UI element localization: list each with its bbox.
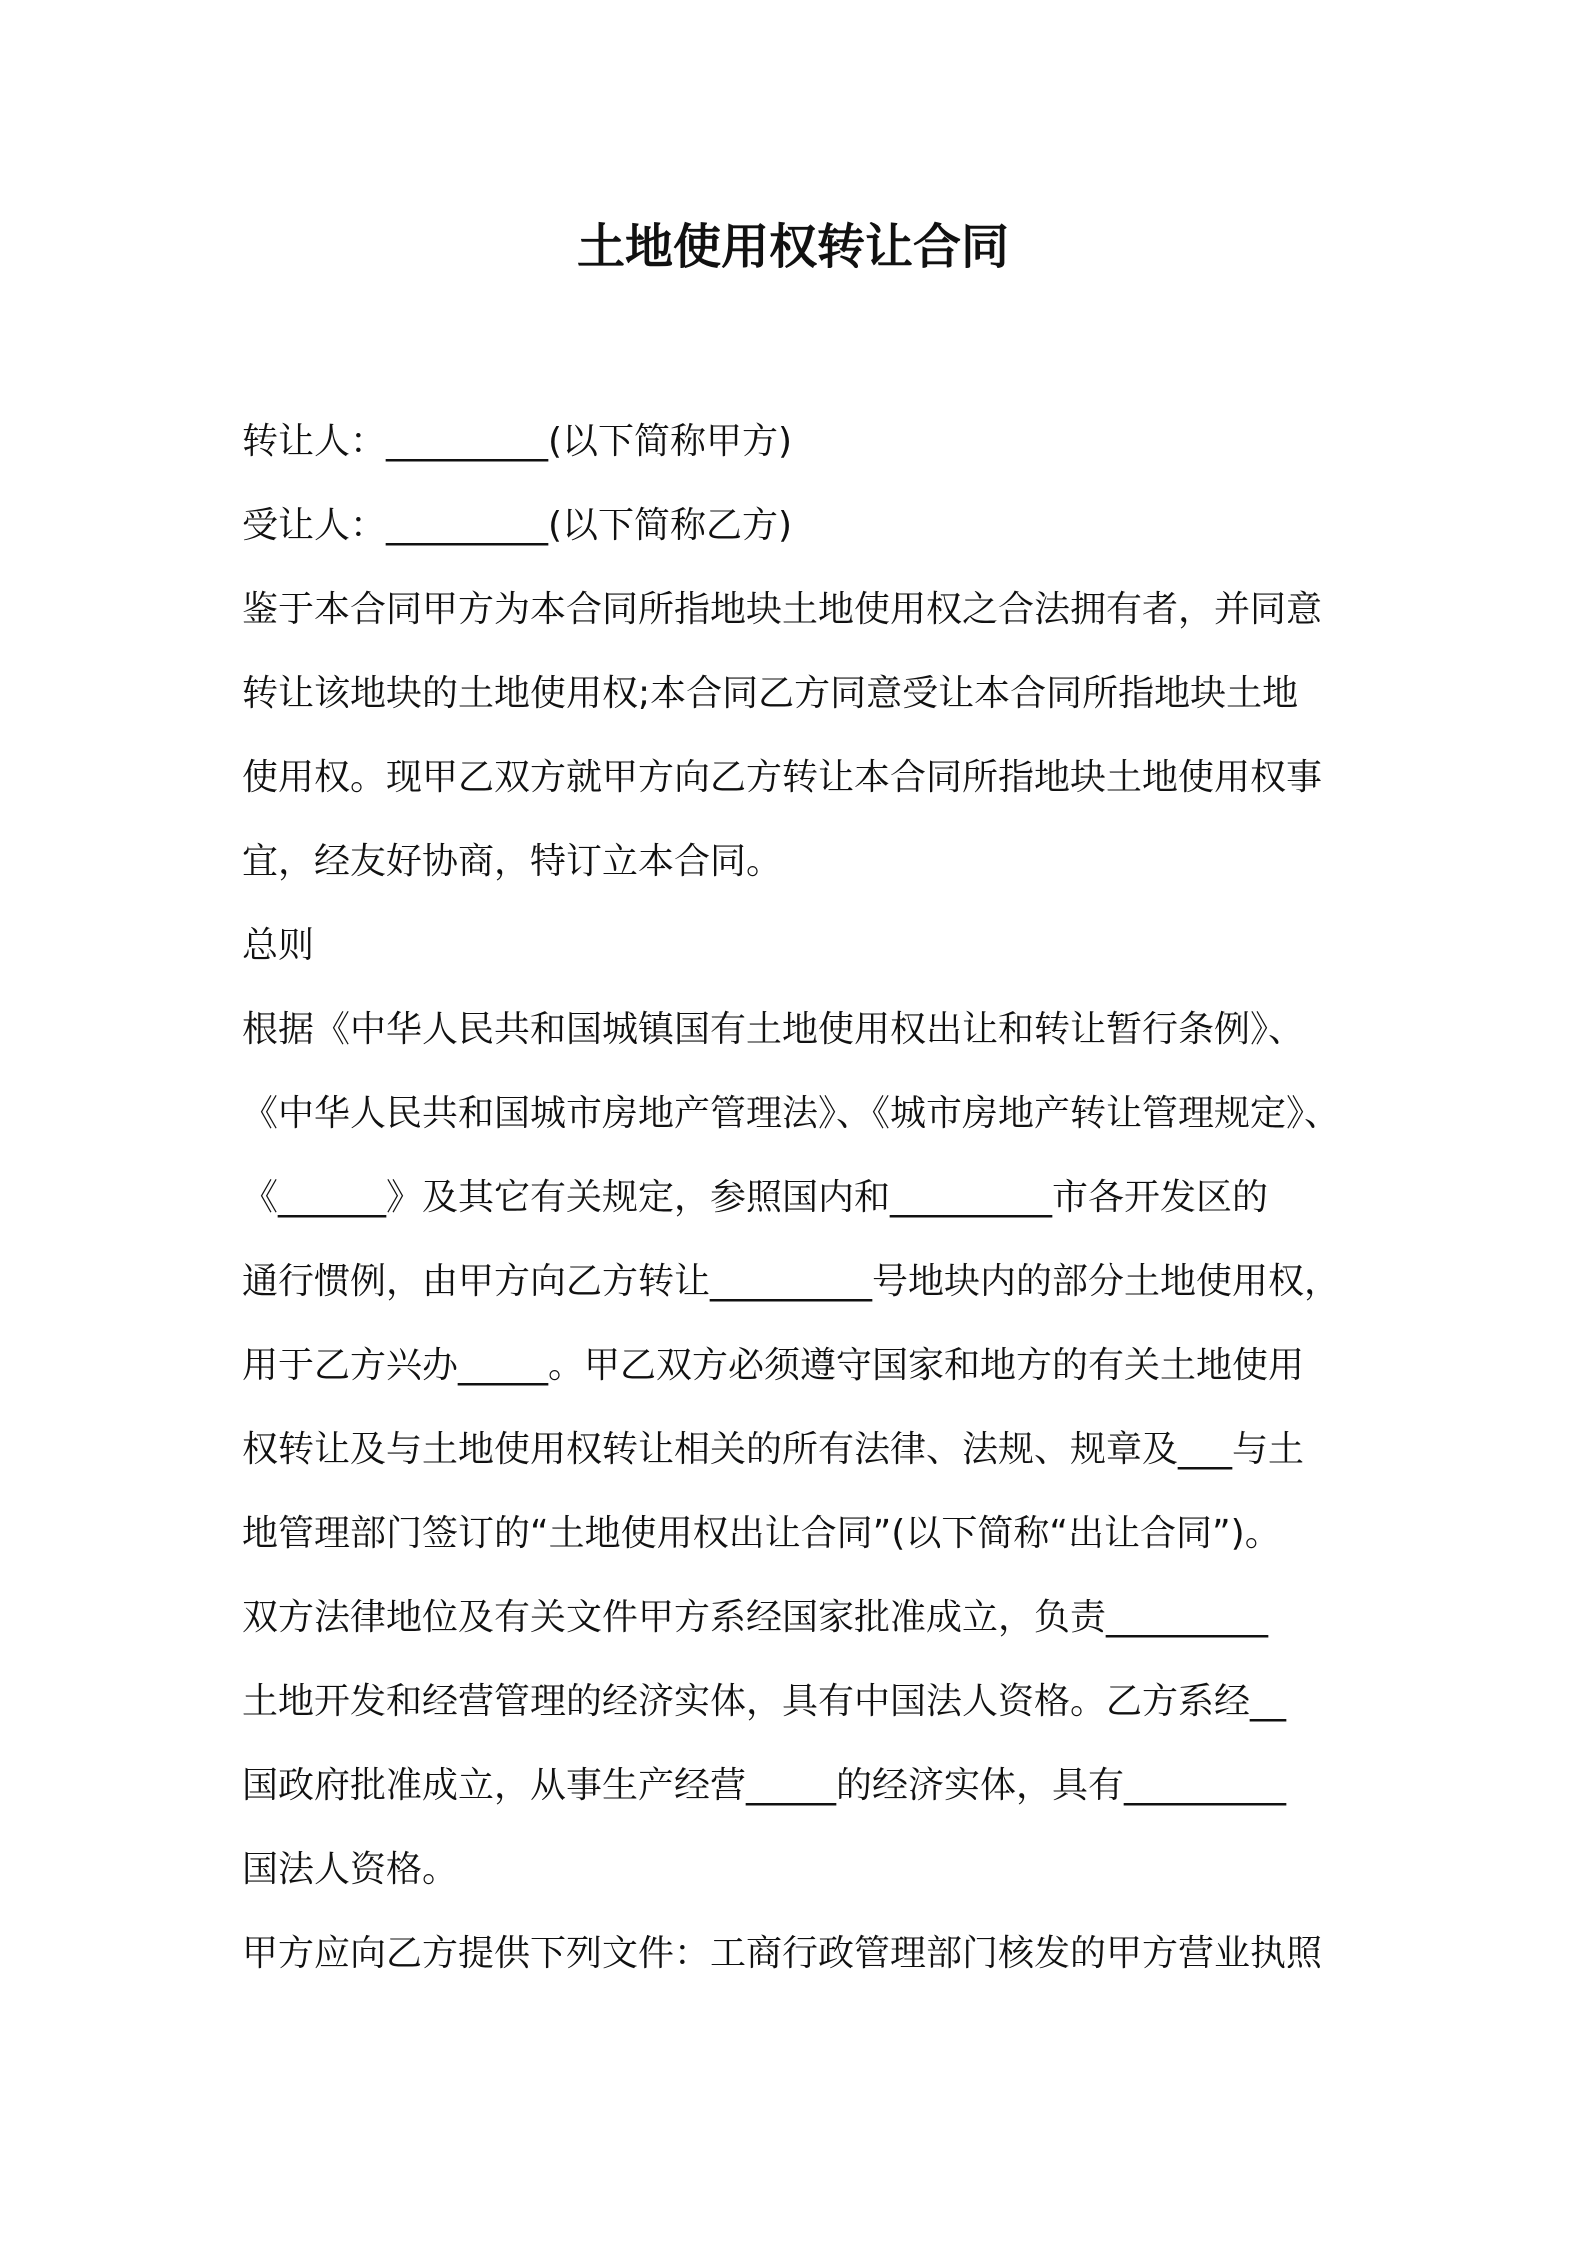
general-line-5: 用于乙方兴办_____。甲乙双方必须遵守国家和地方的有关土地使用 [242, 1345, 1305, 1386]
general-line-2: 《中华人民共和国城市房地产管理法》、《城市房地产转让管理规定》、 [242, 1093, 1341, 1134]
preamble-line-4: 宜，经友好协商，特订立本合同。 [242, 841, 783, 882]
legal-status-line-2: 土地开发和经营管理的经济实体，具有中国法人资格。乙方系经__ [242, 1681, 1287, 1722]
document-body [242, 400, 1362, 1996]
transferee-line: 受让人：_________(以下简称乙方) [242, 505, 793, 546]
preamble-line-2: 转让该地块的土地使用权;本合同乙方同意受让本合同所指地块土地 [242, 673, 1299, 714]
documents-line-1: 甲方应向乙方提供下列文件：工商行政管理部门核发的甲方营业执照 [242, 1933, 1323, 1974]
general-line-1: 根据《中华人民共和国城镇国有土地使用权出让和转让暂行条例》、 [242, 1009, 1305, 1050]
legal-status-line-1: 双方法律地位及有关文件甲方系经国家批准成立，负责_________ [242, 1597, 1269, 1638]
legal-status-line-3: 国政府批准成立，从事生产经营_____的经济实体，具有_________ [242, 1765, 1287, 1806]
legal-status-line-4: 国法人资格。 [242, 1849, 459, 1890]
general-line-4: 通行惯例，由甲方向乙方转让_________号地块内的部分土地使用权， [242, 1261, 1341, 1302]
document-title: 土地使用权转让合同 [576, 219, 1009, 275]
preamble-line-3: 使用权。现甲乙双方就甲方向乙方转让本合同所指地块土地使用权事 [242, 757, 1323, 798]
general-line-3: 《______》及其它有关规定，参照国内和_________市各开发区的 [242, 1177, 1269, 1218]
general-line-6: 权转让及与土地使用权转让相关的所有法律、法规、规章及___与土 [242, 1429, 1305, 1470]
transferor-line: 转让人：_________(以下简称甲方) [242, 421, 793, 462]
preamble-line-1: 鉴于本合同甲方为本合同所指地块土地使用权之合法拥有者，并同意 [242, 589, 1323, 630]
section-heading-general: 总则 [242, 925, 315, 966]
general-line-7: 地管理部门签订的“土地使用权出让合同”(以下简称“出让合同”)。 [242, 1513, 1281, 1554]
